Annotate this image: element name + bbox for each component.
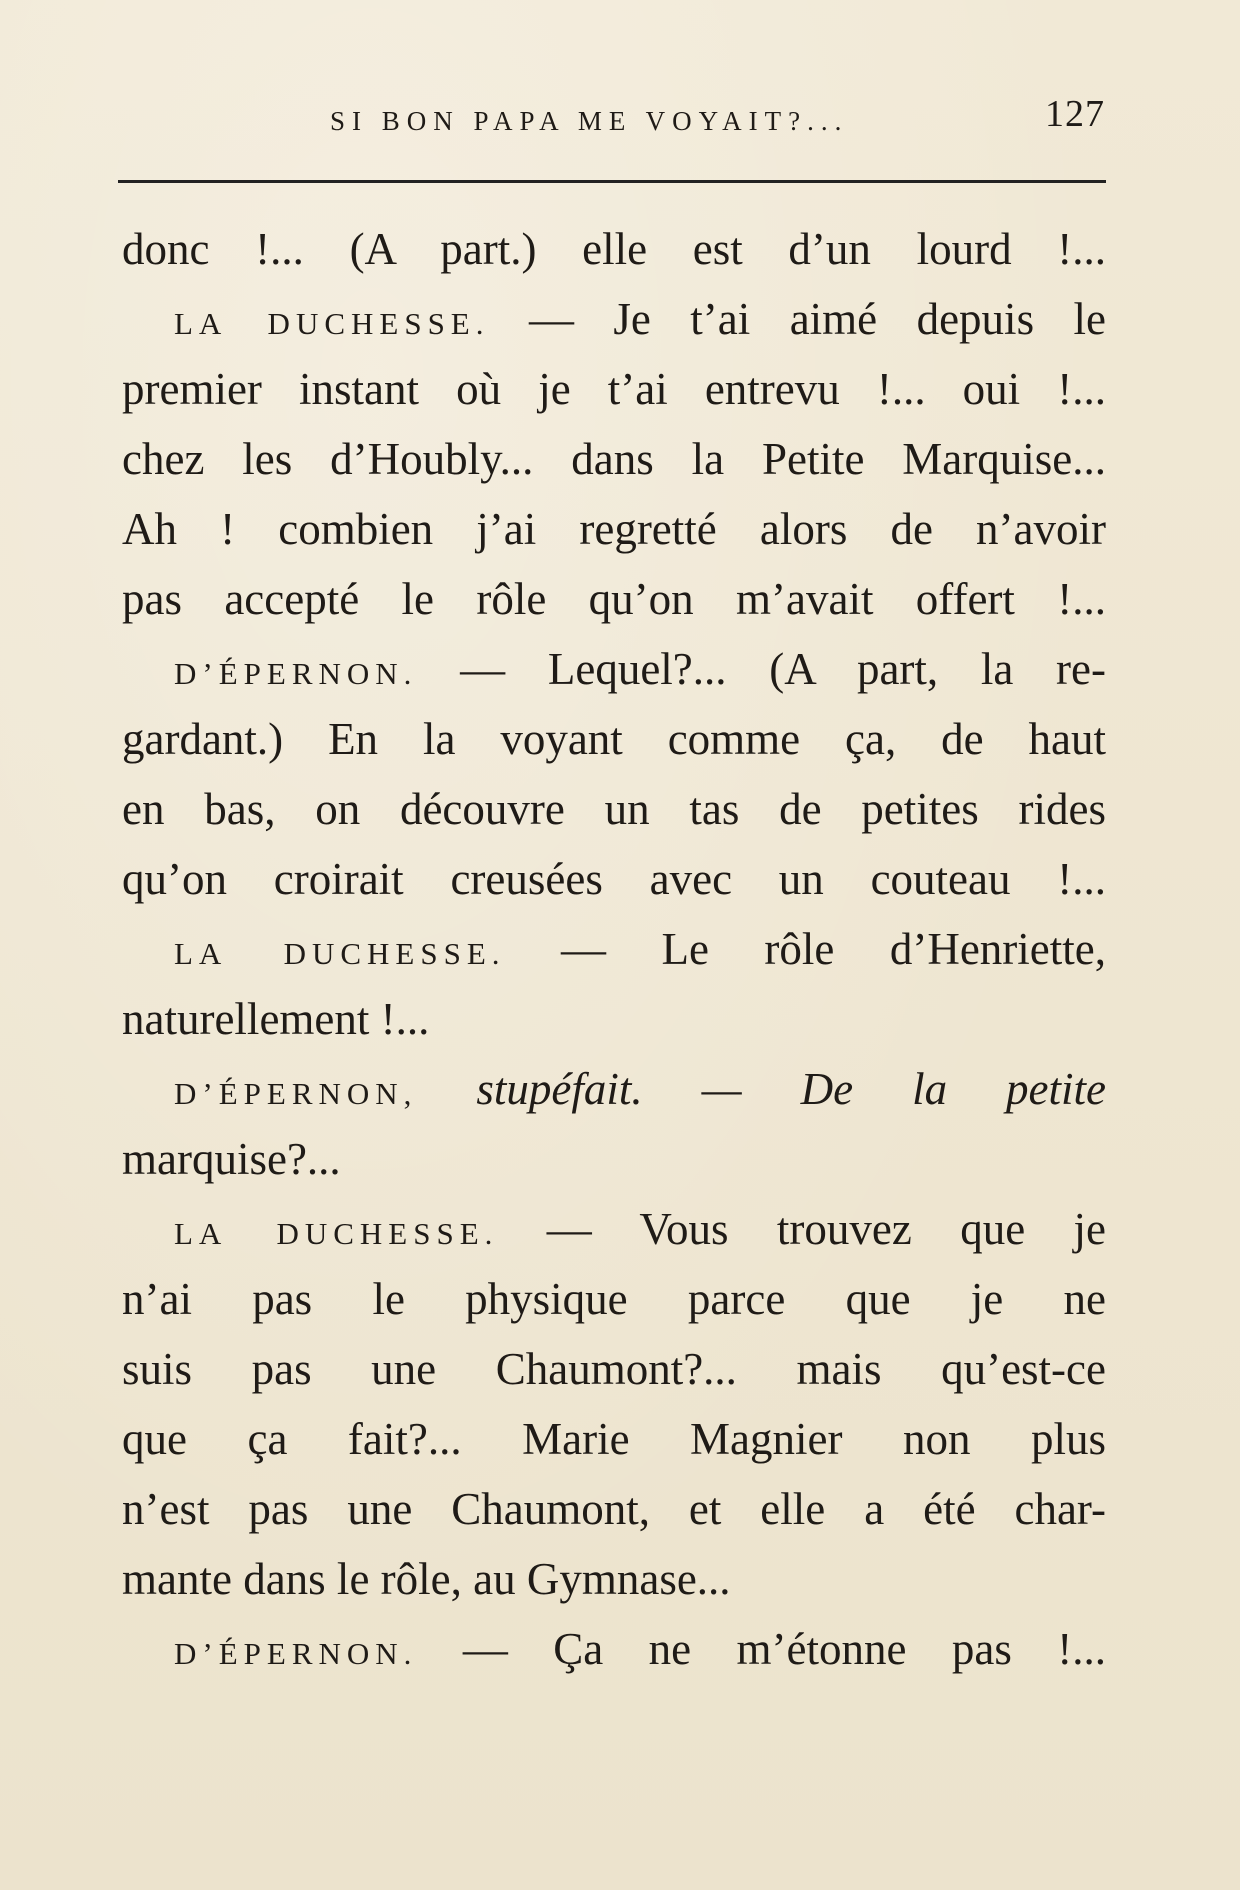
dialogue-line	[122, 1054, 1106, 1124]
text-line: premier instant où je t’ai entrevu !... oui !...	[122, 364, 1106, 414]
text-line: n’est pas une Chaumont, et elle a été char-	[122, 1484, 1106, 1534]
header-rule	[118, 180, 1106, 183]
text-line: que ça fait?... Marie Magnier non plus	[122, 1414, 1106, 1464]
text-line: pas accepté le rôle qu’on m’avait offert !...	[122, 574, 1106, 624]
speaker-name: D’ÉPERNON,	[174, 1076, 418, 1111]
speaker-name: LA DUCHESSE.	[174, 306, 490, 341]
text-line: naturellement !...	[122, 994, 430, 1044]
page-header	[120, 92, 1105, 142]
speaker-name: LA DUCHESSE.	[174, 936, 506, 971]
text-line: — Lequel?... (A part, la re-	[460, 644, 1106, 694]
speaker-name: D’ÉPERNON.	[174, 1636, 418, 1671]
text-line: donc !... (A part.) elle est d’un lourd !...	[122, 224, 1106, 274]
dialogue-line	[122, 1194, 1106, 1264]
text-line: — Le rôle d’Henriette,	[561, 924, 1106, 974]
text-line: gardant.) En la voyant comme ça, de haut	[122, 714, 1106, 764]
text-line: n’ai pas le physique parce que je ne	[122, 1274, 1106, 1324]
dialogue-line	[122, 284, 1106, 354]
text-line: — Ça ne m’étonne pas !...	[462, 1624, 1107, 1674]
dialogue-line	[122, 634, 1106, 704]
speaker-name: D’ÉPERNON.	[174, 656, 418, 691]
dialogue-line	[122, 914, 1106, 984]
text-line: chez les d’Houbly... dans la Petite Marquise...	[122, 434, 1106, 484]
running-title: SI BON PAPA ME VOYAIT?...	[330, 106, 849, 136]
body-text	[122, 214, 1106, 1684]
page-number: 127	[1045, 93, 1105, 135]
text-line: marquise?...	[122, 1134, 341, 1184]
text-line: — Vous trouvez que je	[546, 1204, 1106, 1254]
text-line: suis pas une Chaumont?... mais qu’est-ce	[122, 1344, 1106, 1394]
speaker-name: LA DUCHESSE.	[174, 1216, 499, 1251]
text-line: stupéfait. — De la petite	[476, 1064, 1107, 1114]
text-line: en bas, on découvre un tas de petites rides	[122, 784, 1106, 834]
text-line: Ah ! combien j’ai regretté alors de n’avoir	[122, 504, 1106, 554]
text-line: — Je t’ai aimé depuis le	[528, 294, 1106, 344]
dialogue-line	[122, 1614, 1106, 1684]
text-line: qu’on croirait creusées avec un couteau !...	[122, 854, 1106, 904]
text-line: mante dans le rôle, au Gymnase...	[122, 1554, 731, 1604]
